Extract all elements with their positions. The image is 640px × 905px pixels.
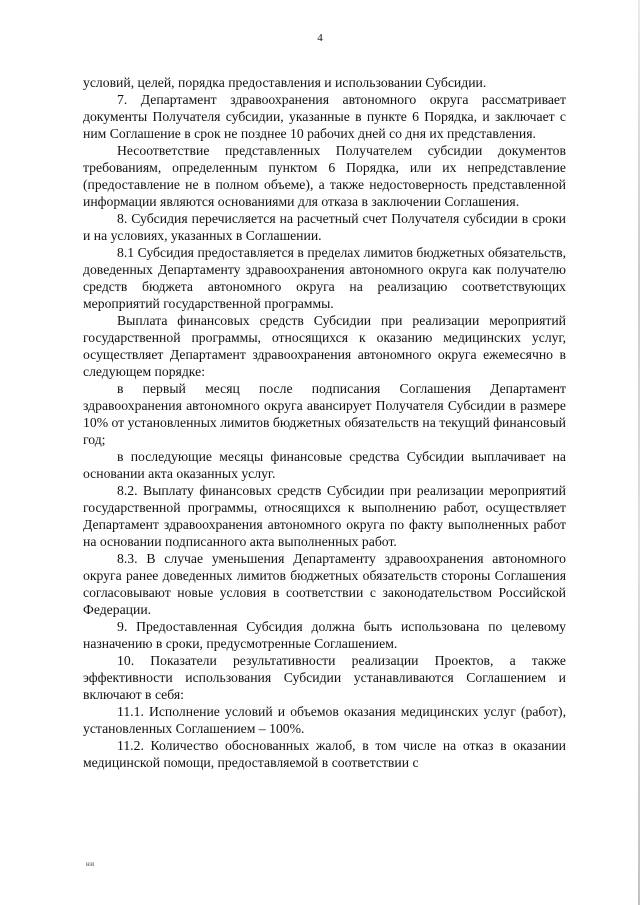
paragraph-item-11-2: 11.2. Количество обоснованных жалоб, в том числе на отказ в оказании медицинской помощи, предоставляемой в соответствии с [83, 738, 566, 770]
page-number: 4 [317, 32, 323, 44]
document-body [83, 74, 566, 771]
paragraph-item-10: 10. Показатели результативности реализации Проектов, а также эффективности использования Субсидии устанавливаются Соглашением и включают в себя: [83, 653, 566, 702]
paragraph-noncompliance: Несоответствие представленных Получателем субсидии документов требованиям, определенным пунктом 6 Порядка, или их непредставление (предоставление не в полном объеме), а также недостоверность представленной информации являются основаниями для отказа в заключении Соглашения. [83, 143, 566, 209]
paragraph-first-month-advance: в первый месяц после подписания Соглашения Департамент здравоохранения автономного округа авансирует Получателя Субсидии в размере 10% от установленных лимитов бюджетных обязательств на текущий финансовый год; [83, 381, 567, 447]
paragraph-item-8-3: 8.3. В случае уменьшения Департаменту здравоохранения автономного округа ранее доведенных лимитов бюджетных обязательств стороны Соглашения согласовывают новые условия в соответствии с законодательством Российской Федерации. [83, 551, 566, 617]
paragraph-item-7: 7. Департамент здравоохранения автономного округа рассматривает документы Получателя субсидии, указанные в пункте 6 Порядка, и заключает с ним Соглашение в срок не позднее 10 рабочих дней со дня их представления. [83, 92, 566, 141]
paragraph-payment-medical-services: Выплата финансовых средств Субсидии при реализации мероприятий государственной программы, относящихся к оказанию медицинских услуг, осуществляет Департамент здравоохранения автономного округа ежемесячно в следующем порядке: [83, 313, 566, 379]
paragraph-item-11-1: 11.1. Исполнение условий и объемов оказания медицинских услуг (работ), установленных Соглашением – 100%. [83, 704, 566, 736]
paragraph-item-8-1: 8.1 Субсидия предоставляется в пределах лимитов бюджетных обязательств, доведенных Департаменту здравоохранения автономного округа как получателю средств бюджета автономного округа на реализацию соответствующих мероприятий государственной программы. [83, 245, 566, 311]
paragraph-item-8: 8. Субсидия перечисляется на расчетный счет Получателя субсидии в сроки и на условиях, указанных в Соглашении. [83, 211, 566, 243]
paragraph-item-9: 9. Предоставленная Субсидия должна быть использована по целевому назначению в сроки, предусмотренные Соглашением. [83, 619, 566, 651]
footer-mark: ни [86, 860, 95, 868]
paragraph-continuation: условий, целей, порядка предоставления и использовании Субсидии. [83, 75, 487, 90]
paragraph-item-8-2: 8.2. Выплату финансовых средств Субсидии при реализации мероприятий государственной программы, относящихся к выполнению работ, осуществляет Департамент здравоохранения автономного округа по факту выполненных работ на основании подписанного акта выполненных работ. [83, 483, 566, 549]
paragraph-subsequent-months: в последующие месяцы финансовые средства Субсидии выплачивает на основании акта оказанных услуг. [83, 449, 566, 481]
